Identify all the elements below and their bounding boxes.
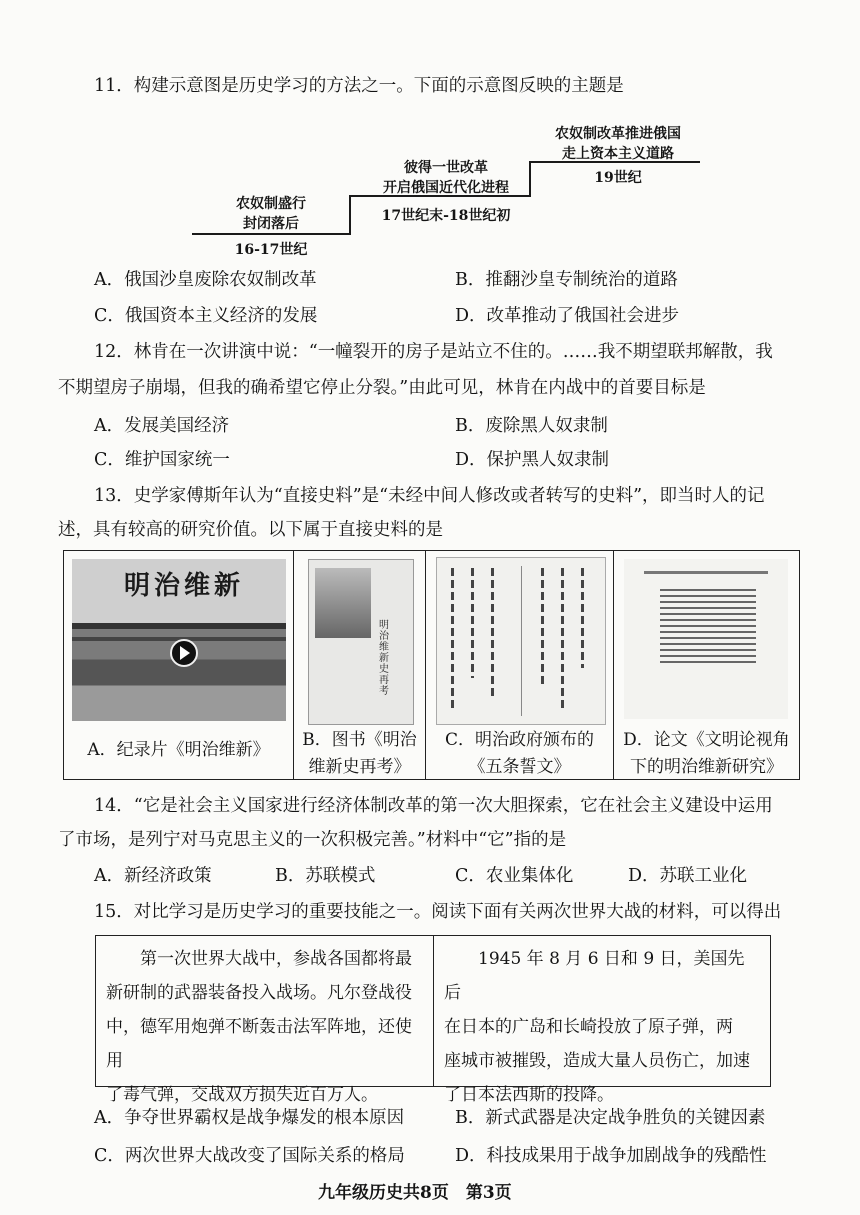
step3-era: 19世纪	[594, 170, 642, 186]
q13-caption-b: B．图书《明治 维新史再考》	[302, 730, 417, 777]
book-cover-image: 明治维新史再考	[308, 559, 414, 725]
q15-material-ww2: 1945 年 8 月 6 日和 9 日，美国先后 在日本的广岛和长崎投放了原子弹，两 座城市被摧毁，造成大量人员伤亡，加速 了日本法西斯的投降。	[444, 949, 750, 1105]
q14-option-d[interactable]: D．苏联工业化	[628, 866, 748, 886]
q14-stem-line1: 14．“它是社会主义国家进行经济体制改革的第一次大胆探索，它在社会主义建设中运用	[94, 796, 773, 816]
q11-option-c[interactable]: C．俄国资本主义经济的发展	[94, 306, 318, 326]
q13-cell-d[interactable]	[614, 551, 799, 779]
q13-caption-d: D．论文《文明论视角 下的明治维新研究》	[623, 730, 790, 777]
step2-era: 17世纪末-18世纪初	[381, 208, 511, 224]
q15-stem: 15．对比学习是历史学习的重要技能之一。阅读下面有关两次世界大战的材料，可以得出	[94, 902, 782, 922]
q12-stem-line1: 12．林肯在一次讲演中说：“一幢裂开的房子是站立不住的。……我不期望联邦解散，我	[94, 342, 773, 362]
q15-material-ww1: 第一次世界大战中，参战各国都将最 新研制的武器装备投入战场。凡尔登战役 中，德军用炮弹不断轰击法军阵地，还使用 了毒气弹，交战双方损失近百万人。	[96, 936, 434, 1086]
q15-option-b[interactable]: B．新式武器是决定战争胜负的关键因素	[455, 1108, 766, 1128]
q15-option-d[interactable]: D．科技成果用于战争加剧战争的残酷性	[455, 1146, 767, 1166]
play-icon[interactable]	[170, 639, 198, 667]
documentary-still: 明治维新	[72, 559, 286, 721]
q15-option-a[interactable]: A．争夺世界霸权是战争爆发的根本原因	[94, 1108, 405, 1128]
step3-label: 农奴制改革推进俄国 走上资本主义道路	[555, 126, 681, 162]
paper-page-image	[624, 559, 788, 719]
q13-stem-line2: 述，具有较高的研究价值。以下属于直接史料的是	[58, 520, 443, 540]
q13-image-table	[63, 550, 800, 780]
q13-cell-a[interactable]	[64, 551, 294, 779]
q15-material-table	[95, 935, 771, 1105]
q14-option-b[interactable]: B．苏联模式	[275, 866, 376, 886]
q12-stem-line2: 不期望房子崩塌，但我的确希望它停止分裂。”由此可见，林肯在内战中的首要目标是	[58, 378, 706, 398]
step2-label: 彼得一世改革 开启俄国近代化进程	[383, 160, 509, 196]
step1-label: 农奴制盛行 封闭落后	[236, 196, 306, 232]
q11-option-a[interactable]: A．俄国沙皇废除农奴制改革	[94, 270, 317, 290]
q13-cell-c[interactable]	[426, 551, 614, 779]
q12-option-a[interactable]: A．发展美国经济	[94, 416, 230, 436]
q11-stem: 11．构建示意图是历史学习的方法之一。下面的示意图反映的主题是	[94, 76, 624, 96]
step1-era: 16-17世纪	[234, 242, 308, 258]
q12-option-b[interactable]: B．废除黑人奴隶制	[455, 416, 608, 436]
q11-option-b[interactable]: B．推翻沙皇专制统治的道路	[455, 270, 678, 290]
q12-option-d[interactable]: D．保护黑人奴隶制	[455, 450, 610, 470]
q15-option-c[interactable]: C．两次世界大战改变了国际关系的格局	[94, 1146, 405, 1166]
q13-stem-line1: 13．史学家傅斯年认为“直接史料”是“未经中间人修改或者转写的史料”，即当时人的记	[94, 486, 765, 506]
q12-option-c[interactable]: C．维护国家统一	[94, 450, 230, 470]
oath-document-image	[436, 557, 606, 725]
page-footer: 九年级历史共8页 第3页	[318, 1183, 512, 1203]
q14-option-c[interactable]: C．农业集体化	[455, 866, 574, 886]
q13-caption-a: A．纪录片《明治维新》	[87, 740, 270, 760]
q13-cell-b[interactable]	[294, 551, 426, 779]
q13-caption-c: C．明治政府颁布的 《五条誓文》	[444, 730, 594, 777]
q11-option-d[interactable]: D．改革推动了俄国社会进步	[455, 306, 680, 326]
q14-stem-line2: 了市场，是列宁对马克思主义的一次积极完善。”材料中“它”指的是	[58, 830, 567, 850]
q14-option-a[interactable]: A．新经济政策	[94, 866, 212, 886]
